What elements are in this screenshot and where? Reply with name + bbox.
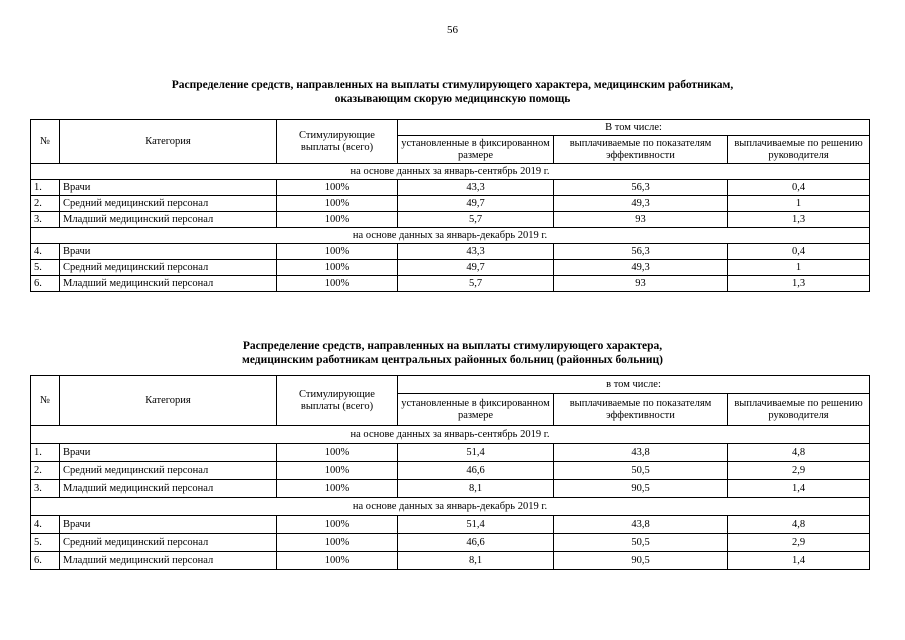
table2-header-category: Категория [60,376,277,426]
table-row [31,516,870,534]
category-cell: Средний медицинский персонал [60,196,277,212]
total-cell: 100% [277,180,398,196]
category-cell: Средний медицинский персонал [60,534,277,552]
table-row [31,462,870,480]
table-row [31,196,870,212]
efficiency-cell: 93 [554,276,728,292]
manager-cell: 0,4 [728,244,870,260]
manager-cell: 1 [728,196,870,212]
row-number-cell: 5. [31,534,60,552]
category-cell: Младший медицинский персонал [60,480,277,498]
table1 [30,119,870,292]
row-number-cell: 4. [31,244,60,260]
row-number-cell: 6. [31,552,60,570]
manager-cell: 4,8 [728,444,870,462]
table1-title-line1: Распределение средств, направленных на выплаты стимулирующего характера, медицинским работникам, [171,79,734,91]
table1-header-total: Стимулирующие выплаты (всего) [277,120,398,164]
total-cell: 100% [277,196,398,212]
table2-header-efficiency: выплачиваемые по показателям эффективности [554,394,728,426]
table-row [31,444,870,462]
fixed-cell: 8,1 [398,552,554,570]
fixed-cell: 46,6 [398,534,554,552]
category-cell: Младший медицинский персонал [60,212,277,228]
fixed-cell: 8,1 [398,480,554,498]
row-number-cell: 5. [31,260,60,276]
section-label: на основе данных за январь-сентябрь 2019 г. [31,426,870,444]
row-number-cell: 2. [31,196,60,212]
row-number-cell: 1. [31,444,60,462]
efficiency-cell: 56,3 [554,180,728,196]
manager-cell: 2,9 [728,534,870,552]
section-row [31,498,870,516]
table1-header-including: В том числе: [398,120,870,136]
table2-title-line1: Распределение средств, направленных на выплаты стимулирующего характера, [242,340,663,352]
efficiency-cell: 49,3 [554,260,728,276]
table2-header-including: в том числе: [398,376,870,394]
section-row [31,426,870,444]
total-cell: 100% [277,276,398,292]
manager-cell: 1,3 [728,276,870,292]
table-row [31,276,870,292]
efficiency-cell: 50,5 [554,462,728,480]
category-cell: Врачи [60,516,277,534]
category-cell: Врачи [60,180,277,196]
row-number-cell: 4. [31,516,60,534]
category-cell: Врачи [60,444,277,462]
row-number-cell: 6. [31,276,60,292]
table2 [30,375,870,570]
total-cell: 100% [277,534,398,552]
fixed-cell: 49,7 [398,260,554,276]
total-cell: 100% [277,480,398,498]
table-row [31,260,870,276]
table2-header-manager: выплачиваемые по решению руководителя [728,394,870,426]
total-cell: 100% [277,444,398,462]
category-cell: Младший медицинский персонал [60,552,277,570]
table2-header-fixed: установленные в фиксированном размере [398,394,554,426]
table1-header-fixed: установленные в фиксированном размере [398,136,554,164]
fixed-cell: 43,3 [398,244,554,260]
page-number: 56 [447,24,458,36]
fixed-cell: 43,3 [398,180,554,196]
table-row [31,212,870,228]
efficiency-cell: 90,5 [554,552,728,570]
row-number-cell: 2. [31,462,60,480]
table2-title [0,339,905,367]
category-cell: Врачи [60,244,277,260]
table1-header-category: Категория [60,120,277,164]
table1-title-line2: оказывающим скорую медицинскую помощь [334,93,571,105]
manager-cell: 1 [728,260,870,276]
table1-header-efficiency: выплачиваемые по показателям эффективности [554,136,728,164]
category-cell: Средний медицинский персонал [60,260,277,276]
table1-header-row-1 [31,120,870,136]
table2-header-row-1 [31,376,870,394]
manager-cell: 4,8 [728,516,870,534]
fixed-cell: 46,6 [398,462,554,480]
row-number-cell: 3. [31,212,60,228]
fixed-cell: 5,7 [398,212,554,228]
efficiency-cell: 43,8 [554,516,728,534]
total-cell: 100% [277,212,398,228]
efficiency-cell: 49,3 [554,196,728,212]
table-row [31,534,870,552]
table1-title [0,78,905,106]
fixed-cell: 51,4 [398,444,554,462]
category-cell: Младший медицинский персонал [60,276,277,292]
total-cell: 100% [277,260,398,276]
section-label: на основе данных за январь-декабрь 2019 г. [31,228,870,244]
table2-header-total: Стимулирующие выплаты (всего) [277,376,398,426]
section-label: на основе данных за январь-сентябрь 2019 г. [31,164,870,180]
table2-title-line2: медицинским работникам центральных районных больниц (районных больниц) [242,354,663,366]
total-cell: 100% [277,462,398,480]
section-row [31,228,870,244]
table-row [31,244,870,260]
efficiency-cell: 50,5 [554,534,728,552]
fixed-cell: 51,4 [398,516,554,534]
efficiency-cell: 93 [554,212,728,228]
table1-body [31,164,870,292]
table2-header-num: № [31,376,60,426]
table1-header-num: № [31,120,60,164]
manager-cell: 1,4 [728,480,870,498]
table1-header-manager: выплачиваемые по решению руководителя [728,136,870,164]
table-row [31,480,870,498]
category-cell: Средний медицинский персонал [60,462,277,480]
section-label: на основе данных за январь-декабрь 2019 г. [31,498,870,516]
manager-cell: 2,9 [728,462,870,480]
section-row [31,164,870,180]
fixed-cell: 49,7 [398,196,554,212]
total-cell: 100% [277,244,398,260]
total-cell: 100% [277,552,398,570]
row-number-cell: 3. [31,480,60,498]
manager-cell: 1,3 [728,212,870,228]
total-cell: 100% [277,516,398,534]
manager-cell: 1,4 [728,552,870,570]
manager-cell: 0,4 [728,180,870,196]
table2-body [31,426,870,570]
efficiency-cell: 56,3 [554,244,728,260]
table-row [31,180,870,196]
efficiency-cell: 43,8 [554,444,728,462]
row-number-cell: 1. [31,180,60,196]
fixed-cell: 5,7 [398,276,554,292]
table-row [31,552,870,570]
efficiency-cell: 90,5 [554,480,728,498]
